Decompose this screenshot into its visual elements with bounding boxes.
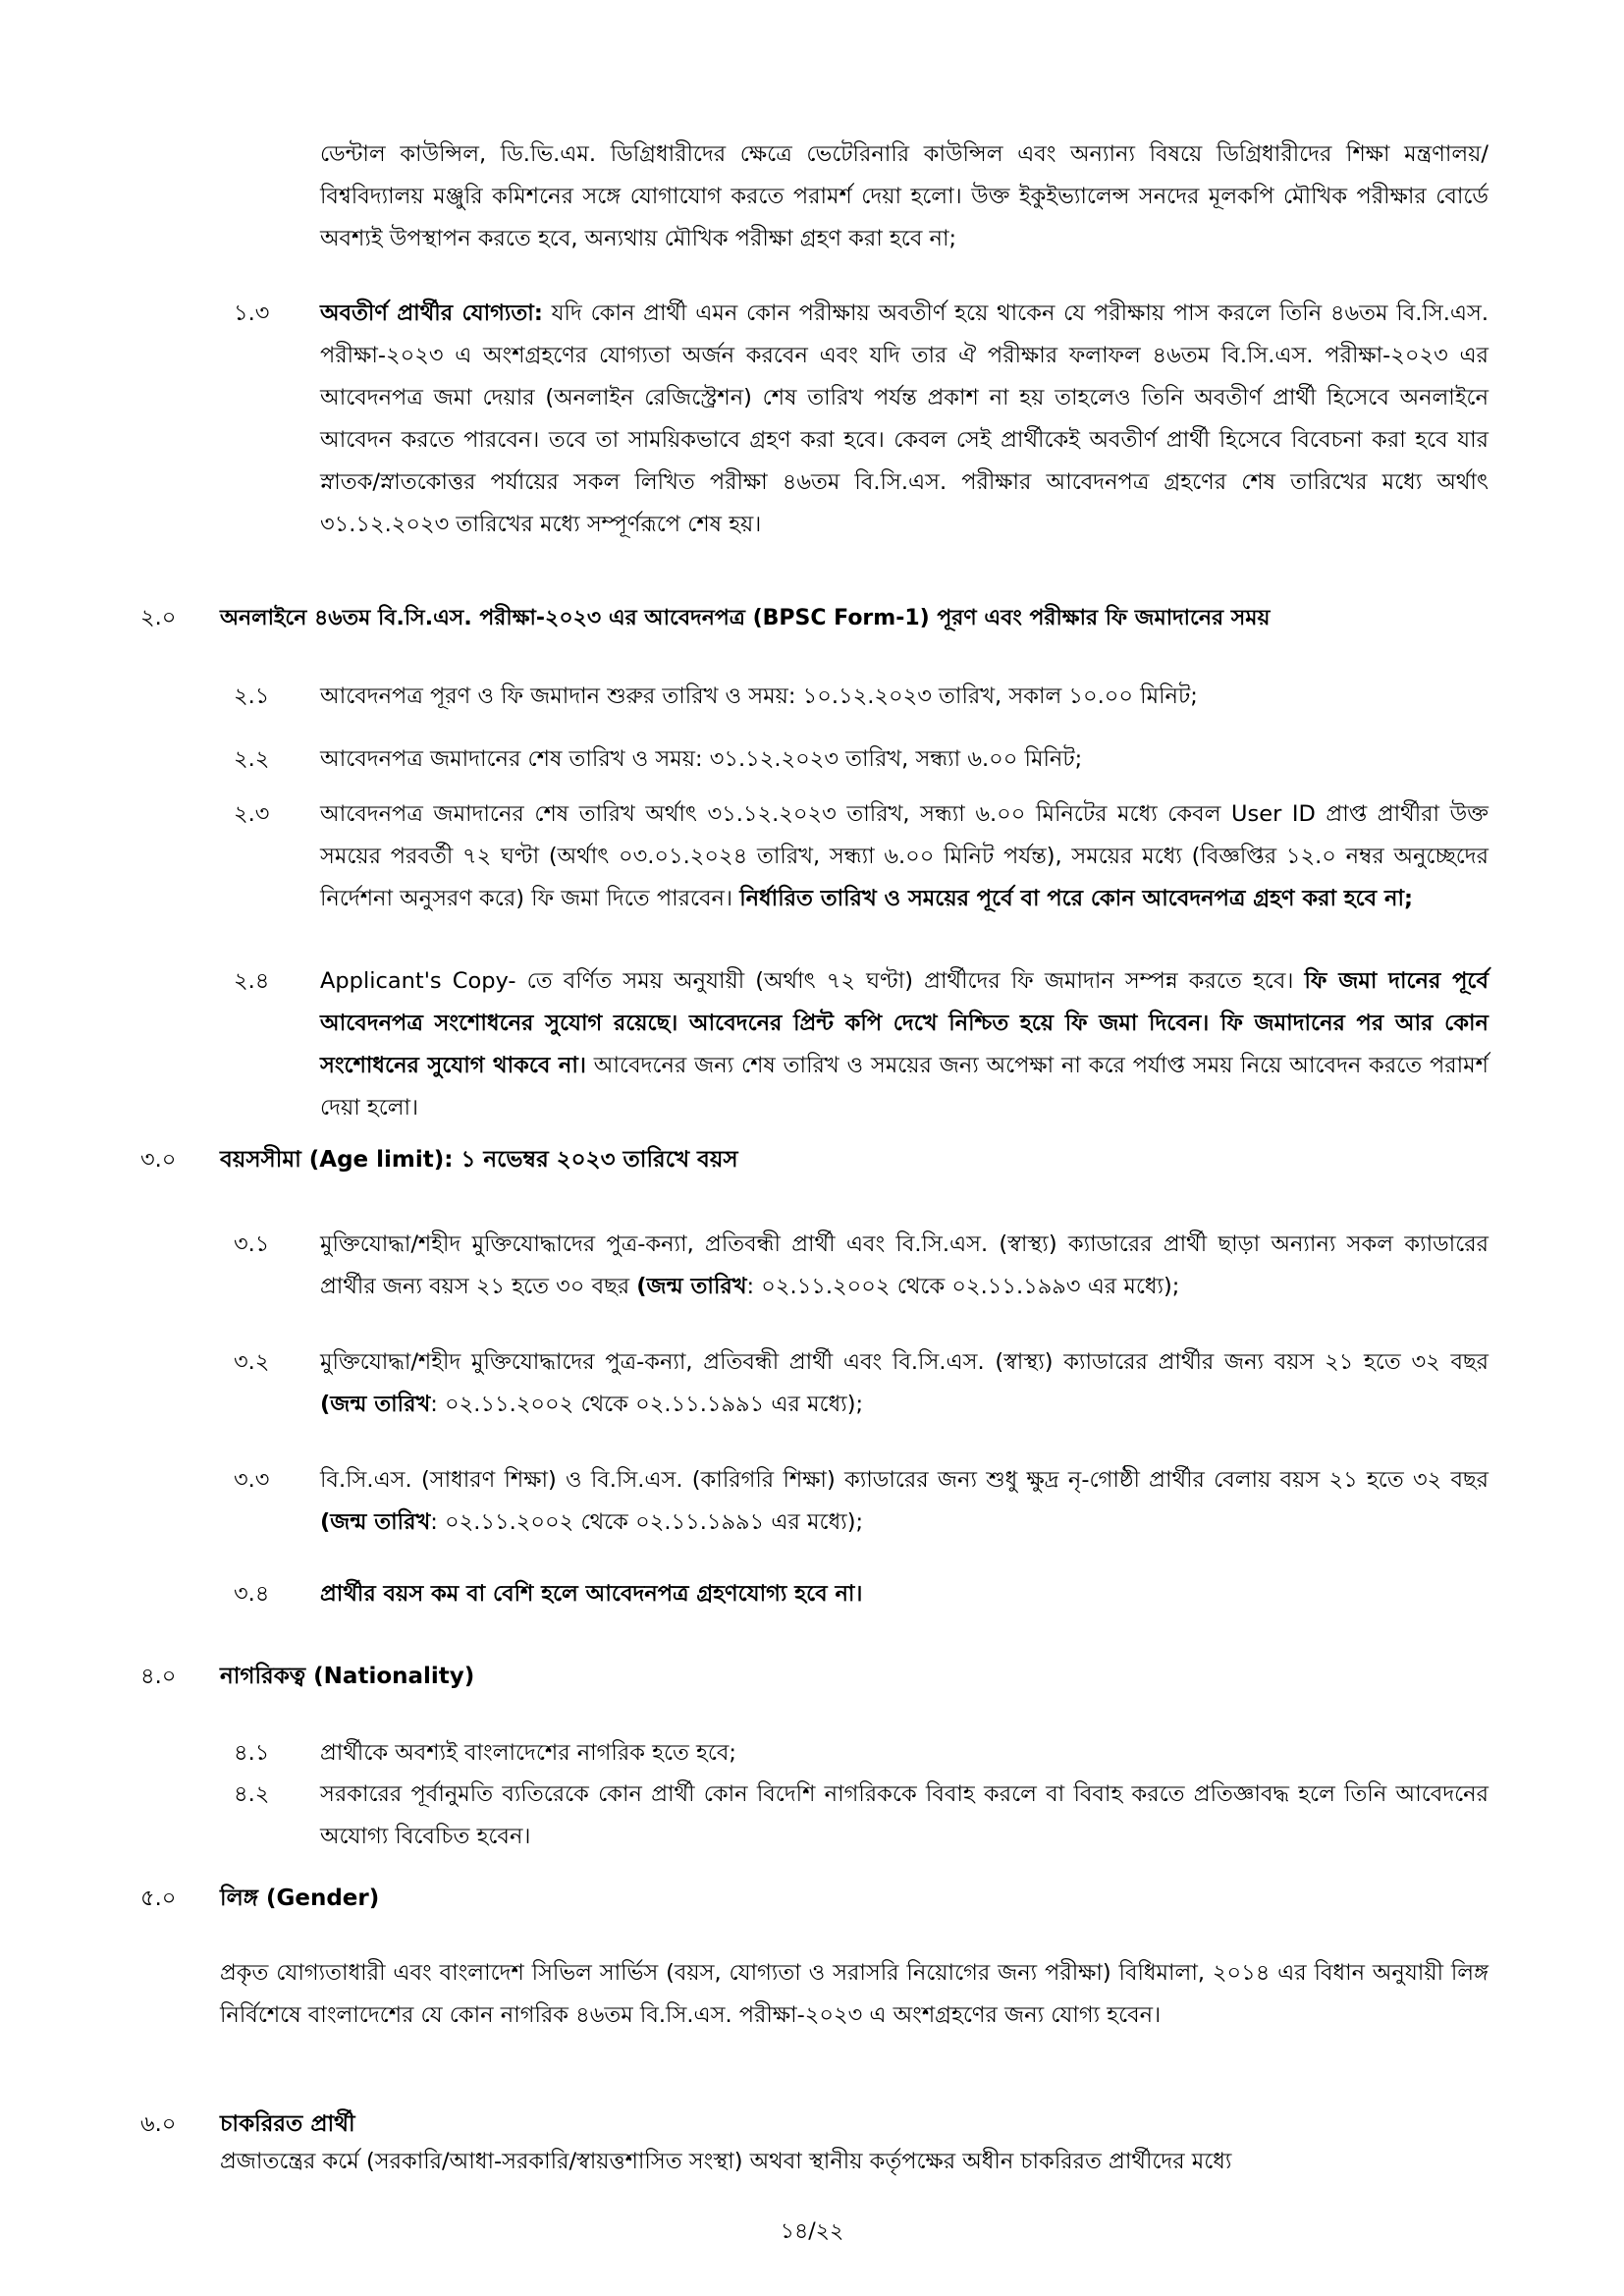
section-3-1-paragraph [320, 1224, 1489, 1308]
section-6-heading: চাকরিরত প্রার্থী [220, 2111, 355, 2137]
section-3-2-number: ৩.২ [234, 1349, 270, 1375]
section-1-3-number: ১.৩ [234, 301, 270, 326]
section-2-heading: অনলাইনে ৪৬তম বি.সি.এস. পরীক্ষা-২০২৩ এর আবেদনপত্র (BPSC Form-1) পূরণ এবং পরীক্ষার ফি জমাদানের সময় [220, 606, 1271, 630]
section-3-2-bold: (জন্ম তারিখ [320, 1392, 431, 1417]
section-5-heading: লিঙ্গ (Gender) [220, 1886, 380, 1911]
section-1-3-text: যদি কোন প্রার্থী এমন কোন পরীক্ষায় অবতীর্ণ হয়ে থাকেন যে পরীক্ষায় পাস করলে তিনি ৪৬তম বি.সি.এস. পরীক্ষা-২০২৩ এ অংশগ্রহণের যোগ্যতা অর্জন করবেন এবং যদি তার ঐ পরীক্ষার ফলাফল ৪৬তম বি.সি.এস. পরীক্ষা-২০২৩ এর আবেদনপত্র জমা দেয়ার (অনলাইন রেজিস্ট্রেশন) শেষ তারিখ পর্যন্ত প্রকাশ না হয় তাহলেও তিনি অবতীর্ণ প্রার্থী হিসেবে অনলাইনে আবেদন করতে পারবেন। তবে তা সাময়িকভাবে গ্রহণ করা হবে। কেবল সেই প্রার্থীকেই অবতীর্ণ প্রার্থী হিসেবে বিবেচনা করা হবে যার স্নাতক/স্নাতকোত্তর পর্যায়ের সকল লিখিত পরীক্ষা ৪৬তম বি.সি.এস. পরীক্ষার আবেদনপত্র গ্রহণের শেষ তারিখের মধ্যে অর্থাৎ ৩১.১২.২০২৩ তারিখের মধ্যে সম্পূর্ণরূপে শেষ হয়। [320, 301, 1489, 537]
section-3-1-bold: (জন্ম তারিখ [636, 1274, 747, 1299]
section-5-number: ৫.০ [140, 1886, 177, 1911]
section-3-3-paragraph [320, 1459, 1489, 1544]
section-2-4-paragraph [320, 960, 1489, 1129]
section-2-1-number: ২.১ [234, 683, 270, 709]
section-3-4-number: ৩.৪ [234, 1581, 270, 1607]
section-4-1-text: প্রার্থীকে অবশ্যই বাংলাদেশের নাগরিক হতে হবে; [320, 1740, 736, 1766]
section-3-1-number: ৩.১ [234, 1231, 270, 1257]
section-3-3-text: বি.সি.এস. (সাধারণ শিক্ষা) ও বি.সি.এস. (কারিগরি শিক্ষা) ক্যাডারের জন্য শুধু ক্ষুদ্র নৃ-গোষ্ঠী প্রার্থীর বেলায় বয়স ২১ হতে ৩২ বছর [320, 1467, 1489, 1493]
section-3-2-paragraph [320, 1341, 1489, 1426]
section-4-2-text: সরকারের পূর্বানুমতি ব্যতিরেকে কোন প্রার্থী কোন বিদেশি নাগরিককে বিবাহ করলে বা বিবাহ করতে প্রতিজ্ঞাবদ্ধ হলে তিনি আবেদনের অযোগ্য বিবেচিত হবেন। [320, 1781, 1489, 1849]
section-3-1-text: মুক্তিযোদ্ধা/শহীদ মুক্তিযোদ্ধাদের পুত্র-কন্যা, প্রতিবন্ধী প্রার্থী এবং বি.সি.এস. (স্বাস্থ্য) ক্যাডারের প্রার্থী ছাড়া অন্যান্য সকল ক্যাডারের প্রার্থীর জন্য বয়স ২১ হতে ৩০ বছর [320, 1231, 1489, 1299]
section-3-4-text: প্রার্থীর বয়স কম বা বেশি হলে আবেদনপত্র গ্রহণযোগ্য হবে না। [320, 1581, 863, 1607]
section-4-1-number: ৪.১ [234, 1740, 270, 1766]
section-2-2-text: আবেদনপত্র জমাদানের শেষ তারিখ ও সময়: ৩১.১২.২০২৩ তারিখ, সন্ধ্যা ৬.০০ মিনিট; [320, 746, 1083, 772]
section-3-3-number: ৩.৩ [234, 1467, 270, 1493]
section-2-4-number: ২.৪ [234, 968, 270, 994]
section-3-3-tail: : ০২.১১.২০০২ থেকে ০২.১১.১৯৯১ এর মধ্যে); [430, 1509, 864, 1535]
section-4-heading: নাগরিকত্ব (Nationality) [220, 1664, 475, 1689]
section-3-heading: বয়সসীমা (Age limit): ১ নভেম্বর ২০২৩ তারিখে বয়স [220, 1147, 738, 1173]
section-2-3-text: আবেদনপত্র জমাদানের শেষ তারিখ অর্থাৎ ৩১.১২.২০২৩ তারিখ, সন্ধ্যা ৬.০০ মিনিটের মধ্যে কেবল User ID প্রাপ্ত প্রার্থীরা উক্ত সময়ের পরবর্তী ৭২ ঘণ্টা (অর্থাৎ ০৩.০১.২০২৪ তারিখ, সন্ধ্যা ৬.০০ মিনিট পর্যন্ত), সময়ের মধ্যে (বিজ্ঞপ্তির ১২.০ নম্বর অনুচ্ছেদের নির্দেশনা অনুসরণ করে) ফি জমা দিতে পারবেন। [320, 801, 1489, 911]
section-6-number: ৬.০ [140, 2111, 177, 2137]
section-1-3-title: অবতীর্ণ প্রার্থীর যোগ্যতা: [320, 301, 543, 326]
section-2-2-number: ২.২ [234, 746, 270, 772]
section-3-2-tail: : ০২.১১.২০০২ থেকে ০২.১১.১৯৯১ এর মধ্যে); [430, 1392, 864, 1417]
section-2-3-number: ২.৩ [234, 801, 270, 827]
section-3-2-text: মুক্তিযোদ্ধা/শহীদ মুক্তিযোদ্ধাদের পুত্র-কন্যা, প্রতিবন্ধী প্রার্থী এবং বি.সি.এস. (স্বাস্থ্য) ক্যাডারের প্রার্থীর জন্য বয়স ২১ হতে ৩২ বছর [320, 1349, 1489, 1375]
section-4-2-number: ৪.২ [234, 1781, 270, 1807]
section-2-1-text: আবেদনপত্র পূরণ ও ফি জমাদান শুরুর তারিখ ও সময়: ১০.১২.২০২৩ তারিখ, সকাল ১০.০০ মিনিট; [320, 683, 1198, 709]
section-2-3-paragraph [320, 793, 1489, 920]
section-2-4-bold: ফি জমা দানের পূর্বে আবেদনপত্র সংশোধনের সুযোগ রয়েছে। আবেদনের প্রিন্ট কপি দেখে নিশ্চিত হয়ে ফি জমা দিবেন। ফি জমাদানের পর আর কোন সংশোধনের সুযোগ থাকবে না। [320, 968, 1489, 1078]
section-4-number: ৪.০ [140, 1664, 177, 1689]
page-number: ১৪/২২ [780, 2219, 844, 2244]
section-2-4-text: Applicant's Copy- তে বর্ণিত সময় অনুযায়ী (অর্থাৎ ৭২ ঘণ্টা) প্রার্থীদের ফি জমাদান সম্পন্ন করতে হবে। [320, 968, 1305, 994]
section-5-paragraph: প্রকৃত যোগ্যতাধারী এবং বাংলাদেশ সিভিল সার্ভিস (বয়স, যোগ্যতা ও সরাসরি নিয়োগের জন্য পরীক্ষা) বিধিমালা, ২০১৪ এর বিধান অনুযায়ী লিঙ্গ নির্বিশেষে বাংলাদেশের যে কোন নাগরিক ৪৬তম বি.সি.এস. পরীক্ষা-২০২৩ এ অংশগ্রহণের জন্য যোগ্য হবেন। [220, 1960, 1489, 2028]
section-6-paragraph: প্রজাতন্ত্রের কর্মে (সরকারি/আধা-সরকারি/স্বায়ত্তশাসিত সংস্থা) অথবা স্থানীয় কর্তৃপক্ষের অধীন চাকরিরত প্রার্থীদের মধ্যে [220, 2149, 1232, 2174]
intro-paragraph: ডেন্টাল কাউন্সিল, ডি.ভি.এম. ডিগ্রিধারীদের ক্ষেত্রে ভেটেরিনারি কাউন্সিল এবং অন্যান্য বিষয়ে ডিগ্রিধারীদের শিক্ষা মন্ত্রণালয়/বিশ্ববিদ্যালয় মঞ্জুরি কমিশনের সঙ্গে যোগাযোগ করতে পরামর্শ দেয়া হলো। উক্ত ইকুইভ্যালেন্স সনদের মূলকপি মৌখিক পরীক্ষার বোর্ডে অবশ্যই উপস্থাপন করতে হবে, অন্যথায় মৌখিক পরীক্ষা গ্রহণ করা হবে না; [320, 141, 1489, 251]
section-3-number: ৩.০ [140, 1147, 177, 1173]
section-2-3-bold: নির্ধারিত তারিখ ও সময়ের পূর্বে বা পরে কোন আবেদনপত্র গ্রহণ করা হবে না; [739, 886, 1413, 911]
section-2-4-tail: আবেদনের জন্য শেষ তারিখ ও সময়ের জন্য অপেক্ষা না করে পর্যাপ্ত সময় নিয়ে আবেদন করতে পরামর্শ দেয়া হলো। [320, 1053, 1489, 1121]
section-1-3-paragraph [320, 293, 1489, 546]
section-3-3-bold: (জন্ম তারিখ [320, 1509, 431, 1535]
section-3-1-tail: : ০২.১১.২০০২ থেকে ০২.১১.১৯৯৩ এর মধ্যে); [746, 1274, 1180, 1299]
section-2-number: ২.০ [140, 605, 177, 630]
